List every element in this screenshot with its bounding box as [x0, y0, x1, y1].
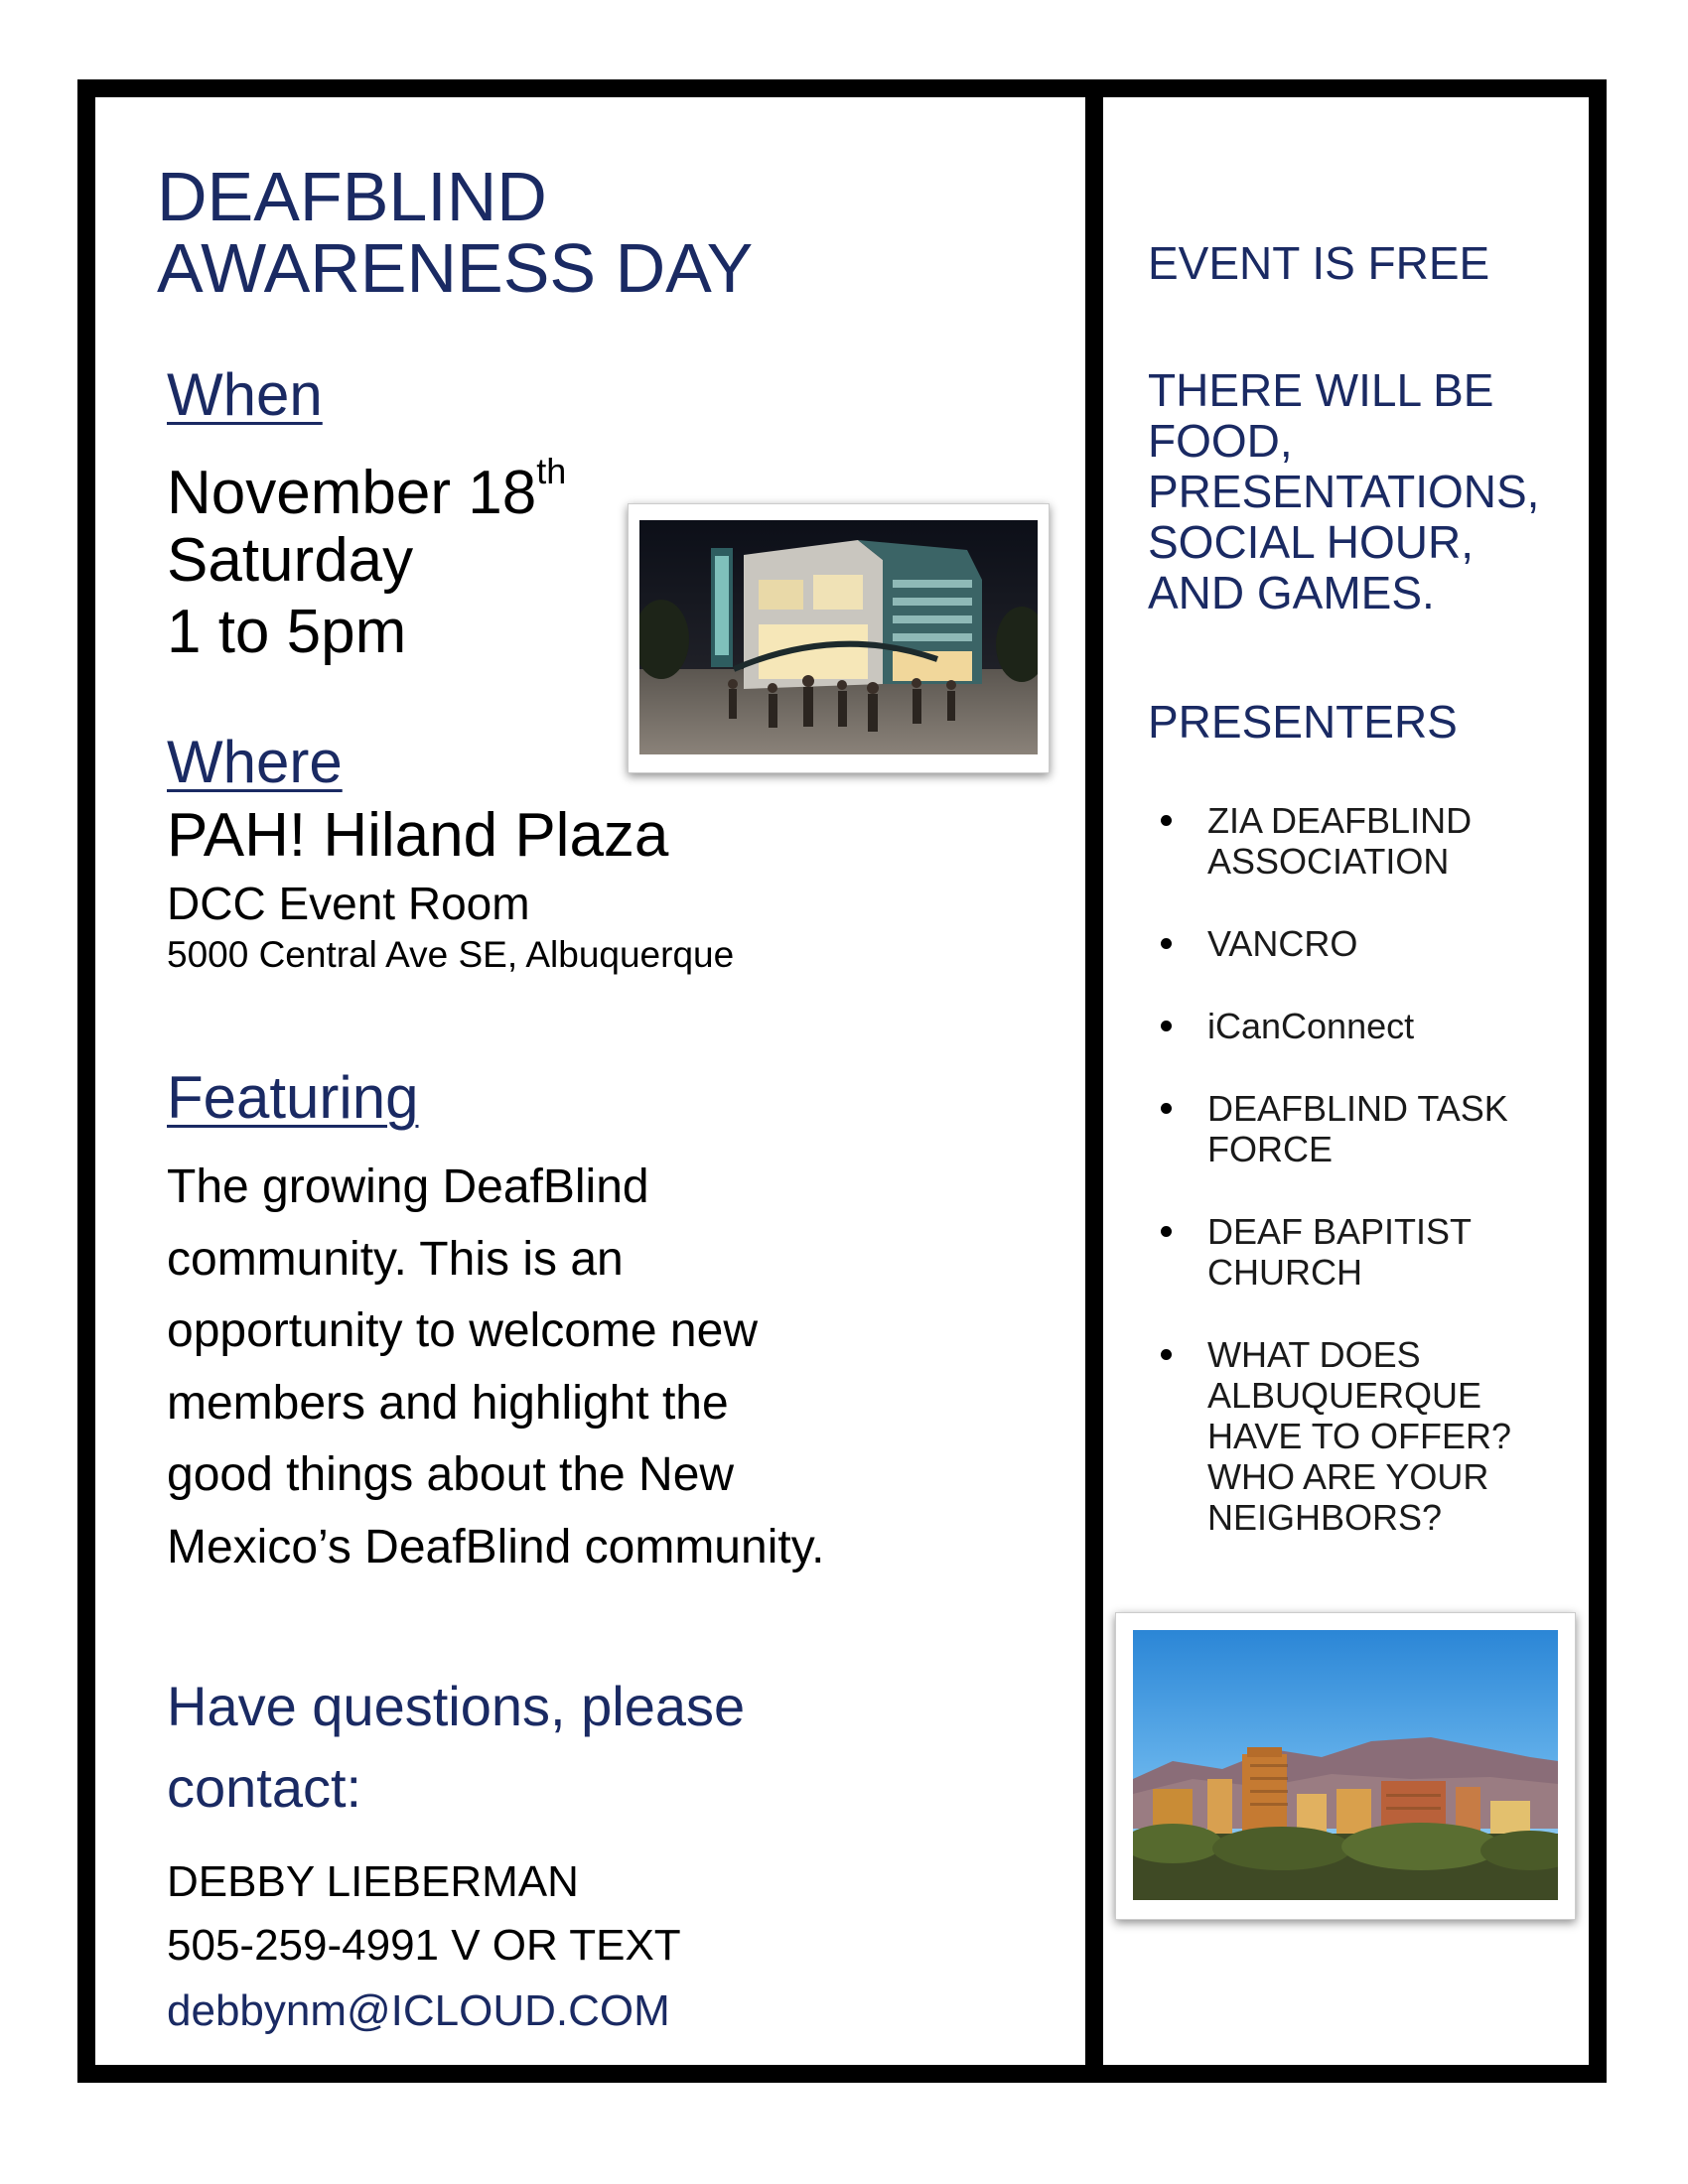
contact-name: DEBBY LIEBERMAN [167, 1857, 579, 1906]
list-item: ZIA DEAFBLIND ASSOCIATION [1148, 800, 1575, 882]
presenters-heading: PRESENTERS [1148, 696, 1458, 748]
contact-details [167, 1850, 681, 1978]
featuring-line: community. This is an [167, 1232, 624, 1286]
when-details [167, 435, 566, 669]
left-column [95, 97, 1085, 2065]
featuring-line: opportunity to welcome new [167, 1304, 758, 1357]
event-date: November 18th [167, 451, 567, 527]
list-item: DEAFBLIND TASK FORCE [1148, 1088, 1575, 1169]
title-line-1: DEAFBLIND [157, 158, 547, 235]
contact-phone: 505-259-4991 V OR TEXT [167, 1921, 681, 1970]
contact-email-link[interactable]: debbynm@ICLOUD.COM [167, 1986, 670, 2035]
albuquerque-skyline-image [1133, 1630, 1558, 1900]
venue-room: DCC Event Room [167, 878, 530, 929]
venue-name: PAH! Hiland Plaza [167, 801, 669, 870]
where-heading: Where [167, 729, 343, 795]
event-title [157, 158, 754, 307]
featuring-line: The growing DeafBlind [167, 1160, 649, 1213]
bullet-icon [1161, 1226, 1172, 1237]
presenters-list [1148, 800, 1575, 1579]
bullet-icon [1161, 938, 1172, 949]
list-item: WHAT DOES ALBUQUERQUE HAVE TO OFFER? WHO ARE YOUR NEIGHBORS? [1148, 1334, 1575, 1538]
event-time: 1 to 5pm [167, 598, 407, 666]
venue-photo [628, 503, 1050, 773]
city-photo [1115, 1612, 1576, 1920]
title-line-2: AWARENESS DAY [157, 229, 754, 307]
featuring-line: good things about the New [167, 1448, 735, 1501]
bullet-icon [1161, 1103, 1172, 1114]
bullet-icon [1161, 1021, 1172, 1031]
event-offerings: THERE WILL BE FOOD, PRESENTATIONS, SOCIAL HOUR, AND GAMES. [1148, 364, 1540, 618]
when-heading: When [167, 361, 323, 428]
event-day: Saturday [167, 526, 414, 595]
featuring-heading: Featuring [167, 1064, 419, 1131]
featuring-line: members and highlight the [167, 1376, 729, 1430]
bullet-icon [1161, 815, 1172, 826]
right-column [1103, 97, 1589, 2065]
venue-building-image [639, 520, 1038, 754]
venue-address: 5000 Central Ave SE, Albuquerque [167, 934, 735, 975]
list-item: VANCRO [1148, 923, 1575, 964]
contact-prompt: Have questions, please contact: [167, 1675, 746, 1819]
bullet-icon [1161, 1349, 1172, 1360]
featuring-line: Mexico’s DeafBlind community. [167, 1520, 825, 1573]
featuring-description [167, 1152, 1041, 1583]
list-item: DEAF BAPITIST CHURCH [1148, 1211, 1575, 1293]
event-free-text: EVENT IS FREE [1148, 237, 1490, 289]
list-item: iCanConnect [1148, 1006, 1575, 1046]
